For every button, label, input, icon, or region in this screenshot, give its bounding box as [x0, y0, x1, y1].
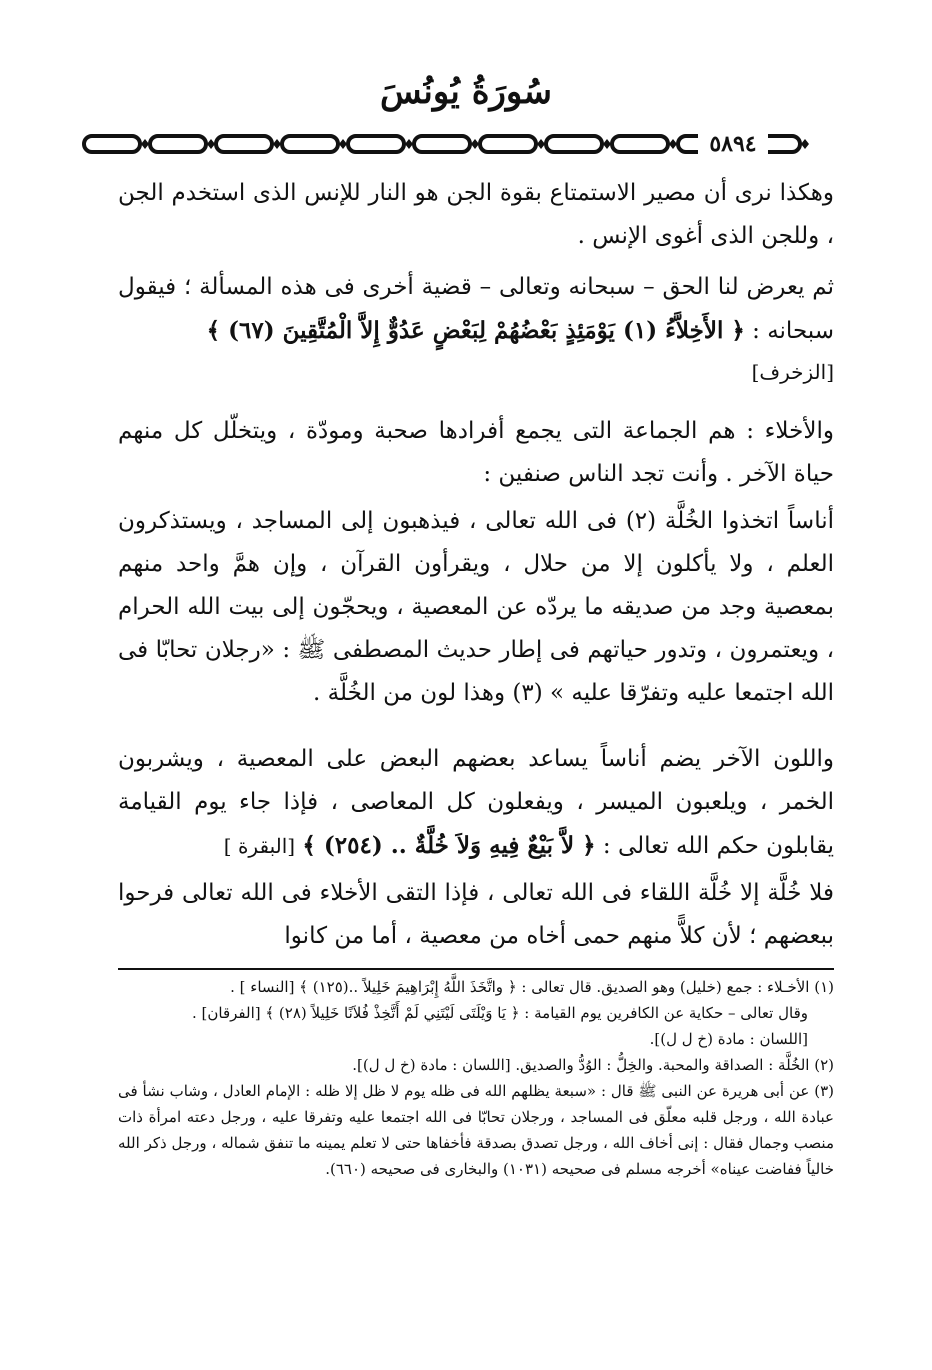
diamond-icon [471, 139, 479, 149]
diamond-icon [603, 139, 611, 149]
chain-link-icon [414, 136, 470, 152]
surah-reference-zukhruf: [الزخرف] [751, 360, 834, 384]
footnote-1-continued: وقال تعالى – حكاية عن الكافرين يوم القيامة : ﴿ يَا وَيْلَتَى لَيْتَنِي لَمْ أَتَّخِذْ فُلاَنًا خَلِيلاً (٢٨) ﴾ [الفرقان] . [192, 1004, 808, 1022]
diamond-icon [405, 139, 413, 149]
quran-verse-zukhruf: ﴿ الأَخِلاَّءُ (١) يَوْمَئِذٍ بَعْضُهُمْ لِبَعْضٍ عَدُوٌّ إِلاَّ الْمُتَّقِينَ (٦٧) ﴾ [206, 317, 745, 344]
page-number: ٥٨٩٤ [698, 126, 768, 162]
chain-link-icon [546, 136, 602, 152]
chain-link-icon [348, 136, 404, 152]
paragraph-5-text: واللون الآخر يضم أناساً يساعد بعضهم البعض على المعصية ، ويشربون الخمر ، ويلعبون الميسر ، ويفعلون كل المعاصى ، فإذا جاء يوم القيامة يقابلون حكم الله تعالى : [118, 746, 834, 859]
diamond-icon [669, 139, 677, 149]
paragraph-2 [118, 266, 834, 353]
surah-title: سُورَةُ يُونُسَ [380, 72, 552, 112]
paragraph-4: أناساً اتخذوا الخُلَّة (٢) فى الله تعالى ، فيذهبون إلى المساجد ، ويستذكرون العلم ، ولا يأكلون إلا من حلال ، ويقرأون القرآن ، وإن همَّ واحد منهم بمعصية وجد من صديقه ما يردّه عن المعصية ، ويحجّون إلى بيت الله الحرام ، ويعتمرون ، وتدور حياتهم فى إطار حديث المصطفى ﷺ : «رجلان تحابّا فى الله اجتمعا عليه وتفرّقا عليه » (٣) وهذا لون من الخُلَّة . [118, 508, 834, 706]
diamond-icon [207, 139, 215, 149]
paragraph-1: وهكذا نرى أن مصير الاستمتاع بقوة الجن هو النار للإنس الذى استخدم الجن ، وللجن الذى أغوى الإنس . [118, 180, 834, 249]
diamond-icon [273, 139, 281, 149]
chain-link-icon [612, 136, 668, 152]
diamond-icon [141, 139, 149, 149]
chain-link-icon [216, 136, 272, 152]
paragraph-5 [118, 738, 834, 868]
footnote-3: (٣) عن أبى هريرة عن النبى ﷺ قال : «سبعة يظلهم الله فى ظله يوم لا ظل إلا ظله : الإمام العادل ، وشاب نشأ فى عبادة الله ، ورجل قلبه معلّق فى المساجد ، ورجلان تحابّا فى الله اجتمعا عليه وتفرقا عليه ، ورجل دعته امرأة ذات منصب وجمال فقال : إنى أخاف الله ، ورجل تصدق بصدقة فأخفاها حتى لا تعلم يمينه ما تنفق شماله ، ورجل ذكر الله خالياً ففاضت عيناه» أخرجه مسلم فى صحيحه (١٠٣١) والبخارى فى صحيحه (٦٦٠). [118, 1082, 834, 1178]
paragraph-6: فلا خُلَّة إلا خُلَّة اللقاء فى الله تعالى ، فإذا التقى الأخلاء فى الله تعالى فرحوا ببعضهم ؛ لأن كلاًّ منهم حمى أخاه من معصية ، أما من كانوا [118, 880, 834, 949]
diamond-icon [801, 139, 809, 149]
chain-link-icon [84, 136, 140, 152]
chain-link-icon [150, 136, 206, 152]
quran-verse-baqarah: ﴿ لاَّ بَيْعٌ فِيهِ وَلاَ خُلَّةٌ .. (٢٥٤) ﴾ [302, 832, 596, 859]
chain-link-icon [282, 136, 338, 152]
footnotes [118, 974, 834, 1182]
surah-reference-baqarah: [البقرة ] [223, 834, 296, 858]
diamond-icon [339, 139, 347, 149]
footnote-1: (١) الأخـلاء : جمع (خليل) وهو الصديق. قال تعالى : ﴿ واتَّخَذَ اللَّهُ إِبْرَاهِيمَ خَلِيلاً ..(١٢٥) ﴾ [النساء ] . [230, 978, 834, 996]
paragraph-3: والأخلاء : هم الجماعة التى يجمع أفرادها صحبة ومودّة ، ويتخلّل كل منهم حياة الآخر . وأنت تجد الناس صنفين : [118, 418, 834, 487]
footnote-2: (٢) الخُلَّة : الصداقة والمحبة. والخِلُّ : الوُدُّ والصديق. [اللسان : مادة (خ ل ل)]. [352, 1056, 834, 1074]
chain-link-icon [480, 136, 536, 152]
footnote-1-source: [اللسان : مادة (خ ل ل)]. [649, 1030, 808, 1048]
footnote-divider [118, 968, 834, 970]
diamond-icon [537, 139, 545, 149]
paragraph-2-intro: ثم يعرض لنا الحق – سبحانه وتعالى – قضية أخرى فى هذه المسألة ؛ فيقول سبحانه : [118, 274, 834, 344]
